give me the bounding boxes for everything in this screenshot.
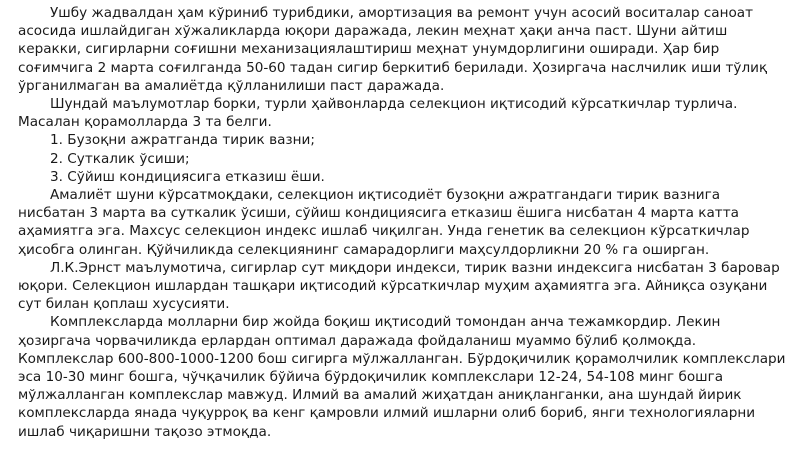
- list-item-weaning-weight: 1. Бузоқни ажратганда тирик вазни;: [50, 132, 315, 149]
- paragraph-ernst: Л.К.Эрнст маълумотича, сигирлар сут миқдори индекси, тирик вазни индексига нисбатан 3 баровар юқори. Селекцион ишлардан ташқари иқтисодий кўрсаткичлар муҳим аҳамиятга эга. Айниқса озуқани сут билан қоплаш хусусияти.: [18, 259, 780, 313]
- paragraph-complexes: Комплексларда молларни бир жойда боқиш иқтисодий томондан анча тежамкордир. Лекин ҳозиргача чорвачиликда ерлардан оптимал даражада фойдаланиш муаммо бўлиб қолмоқда. Комплекслар 600-800-1000-1200 бош сигирга мўлжалланган. Бўрдоқичилик қорамолчилик комплекслари эса 10-30 минг бошга, чўчқачилик бўйича бўрдоқичилик комплекслари 12-24, 54-108 минг бошга мўлжалланган комплекслар мавжуд. Илмий ва амалий жиҳатдан аниқланганки, ана шундай йирик комплексларда янада чуқурроқ ва кенг қамровли илмий ишларни олиб бориб, янги технологияларни ишлаб чиқаришни тақозо этмоқда.: [18, 314, 786, 440]
- paragraph-amortization: Ушбу жадвалдан ҳам кўриниб турибдики, амортизация ва ремонт учун асосий воситалар саноат асосида ишлайдиган хўжаликларда юқори даражада, лекин меҳнат ҳақи анча паст. Шуни айтиш керакки, сигирларни соғишни механизациялаштириш меҳнат унумдорлигини оширади. Ҳар бир соғимчига 2 марта соғилганда 50-60 тадан сигир беркитиб берилади. Ҳозиргача наслчилик иши тўлиқ ўрганилмаган ва амалиётда қўлланилиши паст даражада.: [18, 5, 768, 94]
- paragraph-practice: Амалиёт шуни кўрсатмоқдаки, селекцион иқтисодиёт бузоқни ажратгандаги тирик вазнига нисбатан 3 марта ва суткалик ўсиши, сўйиш кондициясига етказиш ёшига нисбатан 4 марта катта аҳамиятга эга. Махсус селекцион индекс ишлаб чиқилган. Унда генетик ва селекцион кўрсаткичлар ҳисобга олинган. Қўйчиликда селекциянинг самарадорлиги маҳсулдорликни 20 % га оширган.: [18, 187, 750, 258]
- list-item-daily-gain: 2. Суткалик ўсиши;: [50, 150, 190, 167]
- document-body: [18, 4, 786, 441]
- list-item-slaughter-age: 3. Сўйиш кондициясига етказиш ёши.: [50, 168, 325, 185]
- paragraph-selection-indicators: Шундай маълумотлар борки, турли ҳайвонларда селекцион иқтисодий кўрсаткичлар турлича. Масалан қорамолларда 3 та белги.: [18, 96, 738, 131]
